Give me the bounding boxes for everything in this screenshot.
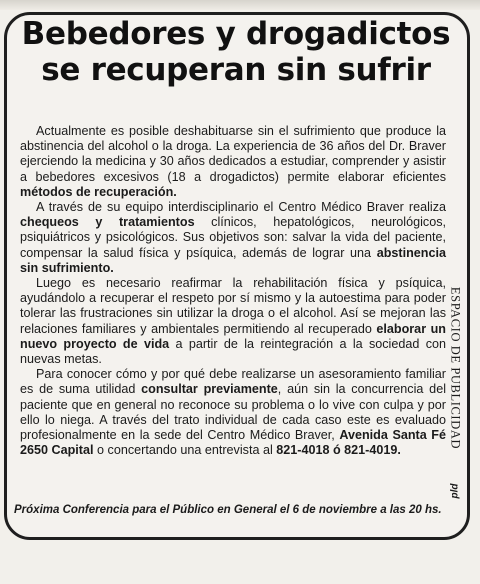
conference-note: Próxima Conferencia para el Público en General el 6 de noviembre a las 20 hs. [14,504,442,516]
paragraph-4-bold-1: consultar previamente [141,382,278,397]
paragraph-4-bold-2: Avenida Santa Fé 2650 Capital [20,428,447,458]
side-label-text: ESPACIO DE PUBLICIDAD [448,286,463,450]
paragraph-1-bold: métodos de recuperación. [20,184,177,199]
side-label [446,268,464,468]
paragraph-4-bold-3: 821-4018 ó 821-4019. [276,443,401,458]
ad-code [446,478,464,504]
headline [10,16,462,88]
paragraph-2-text-2: clínicos, hepatológicos, neurológicos, psiquiátricos y psicológicos. Sus objetivos son: salvar la vida del paciente, compensar la salud física y psíquica, además de lograr una [20,215,446,260]
paragraph-4-text-1: Para conocer cómo y por qué debe realizarse un asesoramiento familiar es de suma utilidad [20,367,446,397]
paragraph-3-text-2: a partir de la reintegración a la sociedad con nuevas metas. [20,336,446,367]
paragraph-4 [20,367,446,458]
paragraph-1-text: Actualmente es posible deshabituarse sin el sufrimiento que produce la abstinencia del alcohol o la droga. La experiencia de 36 años del Dr. Braver ejerciendo la medicina y 30 años dedicados a estudiar, comprender y asistir a bebedores excesivos (18 a drogadictos) permite elaborar eficientes [20,124,446,184]
paragraph-2-bold-1: chequeos y tratamientos [20,215,195,230]
paragraph-3-bold-1: elaborar un nuevo proyecto de vida [20,321,446,351]
paragraph-4-text-3: o concertando una entrevista al [93,443,277,458]
paragraph-3-text-1: Luego es necesario reafirmar la rehabilitación física y psíquica, ayudándolo a recuperar el respeto por sí mismo y la autoestima para poder tolerar las frustraciones sin utilizar la droga o el alcohol. Así se mejoran las relaciones familiares y ambientales permitiendo al recuperado [20,276,446,336]
headline-line-1: Bebedores y drogadictos [21,16,451,52]
top-rule [0,0,480,10]
paragraph-2-bold-2: abstinencia sin sufrimiento. [20,245,446,275]
paragraph-1 [20,124,446,200]
ad-body [20,124,446,458]
paragraph-3 [20,276,446,367]
paragraph-2 [20,200,446,276]
paragraph-4-text-2: , aún sin la concurrencia del paciente que en general no reconoce su problema o lo vive con culpa y por ello lo niega. A través del trato individual de cada caso este es evaluado profesionalmente en la sede del Centro Médico Braver, [20,382,446,443]
paragraph-2-text-1: A través de su equipo interdisciplinario el Centro Médico Braver realiza [36,200,446,215]
ad-code-text: pld [449,483,461,499]
headline-line-2: se recuperan sin sufrir [41,52,431,88]
